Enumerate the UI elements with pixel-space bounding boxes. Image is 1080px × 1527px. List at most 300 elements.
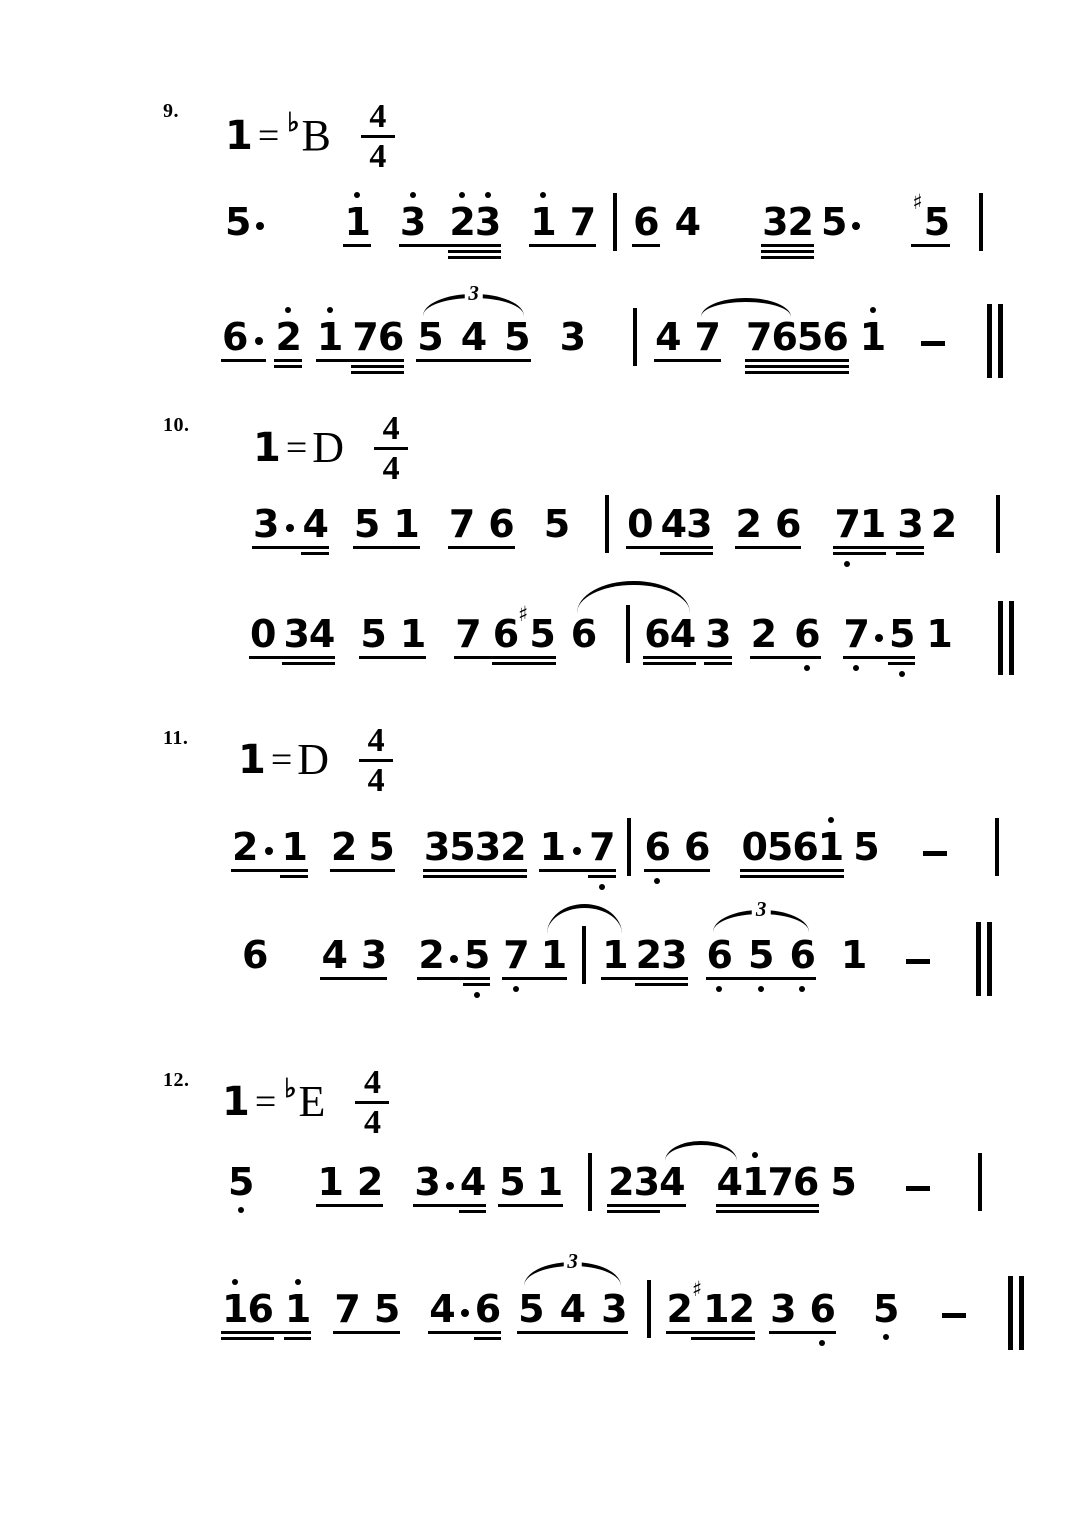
beam-spacer [379,505,393,543]
duration-underline [809,1331,836,1335]
duration-underline [766,1204,793,1208]
note [706,933,732,977]
note [771,315,797,359]
accidental-sharp: ♯ [691,1277,703,1301]
augmentation-dot [850,203,862,241]
duration-underline [503,359,530,363]
note-digit: 3 [253,502,279,546]
dash-stroke [923,851,947,856]
beam-spacer [695,615,705,653]
time-signature [361,97,395,175]
barline [633,308,637,366]
duration-underline [685,546,712,550]
note [242,933,268,977]
duration-underline [377,359,404,363]
note-digit: 4 [659,1160,685,1204]
octave-dot-below [804,665,810,671]
duration-underline [633,1204,660,1208]
note [247,1287,273,1331]
barline [647,1280,651,1338]
note-digit: 4 [674,200,701,244]
note [834,502,860,546]
duration-underline [817,875,844,879]
key-signature [225,88,395,184]
note [455,612,481,656]
duration-underline [633,1210,660,1214]
beam-spacer [544,1290,560,1328]
beam-spacer [776,615,794,653]
duration-underline [796,359,823,363]
note [559,1287,586,1331]
note [429,1287,455,1331]
note [569,200,596,244]
final-barline [976,922,992,996]
beam-spacer [796,1290,810,1328]
note [770,1287,796,1331]
duration-underline [683,869,710,873]
note-digit: 3 [897,502,923,546]
note-digit: 1 [393,502,419,546]
beam-spacer [885,505,897,543]
duration-underline [351,359,378,363]
note-digit: 1 [317,318,342,356]
time-signature [374,409,408,487]
note [559,315,586,359]
note-digit: 1 [859,502,886,546]
duration-underline [588,875,615,879]
key-equals: = [257,115,280,157]
duration-underline [399,656,426,660]
duration-underline [301,552,328,556]
note [463,933,490,977]
note-digit: 4 [660,502,687,546]
duration-underline [787,244,814,248]
note [747,933,774,977]
note [666,1287,692,1331]
duration-underline [246,1331,273,1335]
note-digit: 5 [373,1287,400,1331]
time-top: 4 [363,1063,381,1101]
time-top: 4 [369,97,387,135]
note-digit: 6 [633,200,659,244]
key-signature [253,400,408,496]
key-equals: = [285,427,308,469]
barline-stroke [998,601,1003,675]
note [633,200,659,244]
duration-underline [460,359,487,363]
sustain-dash [906,936,932,974]
duration-underline [817,869,844,873]
duration-underline [499,875,526,879]
duration-underline [308,662,335,666]
note-digit: 7 [569,200,596,244]
notation-line [222,1249,1024,1350]
duration-underline [770,365,797,369]
note [459,1160,486,1204]
note [449,825,475,869]
note [448,502,475,546]
augmentation-dot [263,828,275,866]
notation-line [222,281,1003,378]
note-digit: 2 [735,502,761,546]
note-digit: 1 [540,933,567,977]
note-digit: 7 [589,828,614,866]
dot-glyph [255,337,263,345]
note [539,825,566,869]
note [897,502,923,546]
beam-spacer [342,318,352,356]
note [360,612,386,656]
note-digit: 4 [459,1160,486,1204]
note [474,200,501,244]
note-digit: 6 [810,1290,835,1328]
note-digit: 5 [464,936,489,974]
note [393,502,419,546]
note-digit: 2 [608,1160,634,1204]
octave-dot-below [799,986,805,992]
note-digit: 3 [762,200,788,244]
dot-glyph [852,222,860,230]
note-digit: 7 [745,315,772,359]
duration-underline [424,244,450,248]
final-barline [998,601,1014,675]
duration-underline [888,662,915,666]
duration-underline [417,977,444,981]
dot-glyph [450,955,458,963]
note-digit: 5 [923,200,950,244]
barline-stroke [1009,601,1014,675]
note-digit: 2 [356,1160,383,1204]
duration-underline [750,656,777,660]
key-letter: D [297,735,330,784]
duration-underline [320,977,347,981]
duration-underline [282,656,309,660]
note-digit: 6 [377,315,404,359]
duration-underline [788,977,815,981]
note [284,1287,311,1331]
beam-spacer [653,505,661,543]
augmentation-dot [254,203,266,241]
duration-underline [459,1210,486,1214]
duration-underline [392,546,419,550]
duration-underline [793,656,820,660]
beam-spacer [347,936,361,974]
note [414,1160,440,1204]
duration-underline [607,1210,634,1214]
note-digit: 2 [787,200,813,244]
dot-glyph [573,847,581,855]
dash-stroke [906,1186,930,1191]
note [635,933,662,977]
duration-underline [474,256,501,260]
note-digit: 0 [627,502,653,546]
note [930,502,957,546]
exercise-number: 11. [163,727,189,749]
duration-underline [517,656,556,660]
duration-underline [280,875,307,879]
note-digit: 6 [644,612,670,656]
duration-underline [442,359,462,363]
beam-spacer [732,936,748,974]
note-digit: 3 [360,933,387,977]
note [399,612,426,656]
duration-underline [221,359,248,363]
note-digit: 1 [860,318,885,356]
final-barline [987,304,1003,378]
octave-dot-above [285,307,291,313]
barline [995,818,999,876]
notation-line [228,1160,982,1211]
beam-spacer [670,828,684,866]
dot-glyph [265,847,273,855]
note-digit: 5 [499,1160,525,1204]
note [661,933,687,977]
key-accidental-flat: ♭ [284,1074,297,1103]
note [608,1160,634,1204]
note-digit: 6 [683,825,710,869]
note [488,502,514,546]
note [368,825,394,869]
duration-underline [588,869,615,873]
duration-underline [246,1337,273,1341]
note [460,315,487,359]
note [356,1160,383,1204]
note [728,1287,755,1331]
duration-underline [660,546,687,550]
duration-underline [787,250,814,254]
triplet-bracket [524,1249,621,1286]
duration-underline [252,359,266,363]
note [228,1160,254,1204]
note-digit: 0 [741,825,767,869]
note [644,825,670,869]
note [317,1160,343,1204]
beam-spacer [556,203,570,241]
note-digit: 3 [559,315,586,359]
barline [978,1153,982,1211]
note [669,612,696,656]
note [691,1277,729,1331]
note-digit: 5 [853,825,879,869]
note-digit: 5 [873,1290,898,1328]
note [353,502,380,546]
duration-underline [377,371,404,375]
note-digit: 5 [368,825,394,869]
duration-underline [654,359,681,363]
duration-underline [716,1210,743,1214]
note-digit: 5 [543,502,570,546]
note [741,1160,768,1204]
note-digit: 3 [475,203,500,241]
duration-underline [540,977,567,981]
note [500,825,526,869]
slur [577,581,690,613]
note-digit: 3 [770,1287,796,1331]
note-digit: 2 [666,1287,692,1331]
note-digit: 3 [705,612,731,656]
note [745,315,772,359]
duration-underline [644,869,671,873]
note-digit: 5 [796,315,823,359]
note-digit: 1 [602,933,628,977]
note [360,933,387,977]
barline [979,193,983,251]
note-digit: 7 [448,502,475,546]
duration-underline [766,869,793,873]
duration-underline [769,1331,796,1335]
beam-spacer [360,1290,374,1328]
duration-underline [330,869,357,873]
note-digit: 6 [792,825,818,869]
note-digit: 4 [429,1287,455,1331]
dash-stroke [906,959,930,964]
note-digit: 7 [352,315,378,359]
time-top: 4 [382,409,400,447]
duration-underline [448,256,475,260]
key-letter: E [298,1077,326,1126]
note [418,933,444,977]
note-digit: 6 [771,315,797,359]
barline-stroke [987,922,992,996]
duration-underline [766,1210,793,1214]
note-digit: 6 [474,1287,501,1331]
duration-underline [316,359,343,363]
time-bottom: 4 [382,449,400,487]
barline [996,495,1000,553]
beam-spacer [773,936,789,974]
note-digit: 6 [789,936,814,974]
octave-dot-below [599,884,605,890]
beam-spacer [343,1163,357,1201]
key-accidental-flat: ♭ [287,108,300,137]
duration-underline [635,977,662,981]
note-digit: 2 [750,612,777,656]
key-signature [238,712,393,808]
augmentation-dot [459,1290,471,1328]
barline-stroke [1019,1276,1024,1350]
octave-dot-above [540,192,546,198]
note [373,1287,400,1331]
note-digit: 7 [844,615,869,653]
notation-line [253,502,1000,553]
duration-underline [691,1337,730,1341]
octave-dot-below [238,1207,244,1213]
octave-dot-above [232,1279,238,1285]
duration-underline [741,1204,768,1208]
beam-spacer [525,1163,537,1201]
duration-underline [252,546,279,550]
note [767,1160,793,1204]
note-digit: 5 [820,200,847,244]
triplet-number: 3 [464,283,483,304]
duration-underline [428,1331,455,1335]
duration-underline [796,365,823,369]
dot-glyph [286,524,294,532]
octave-dot-above [295,1279,301,1285]
duration-underline [492,662,519,666]
note-digit: 4 [460,315,487,359]
duration-underline [399,244,426,248]
duration-underline [448,250,475,254]
beam-spacer [761,505,775,543]
notation-line [225,190,983,251]
duration-underline [367,869,394,873]
octave-dot-above [459,192,465,198]
note-digit: 2 [728,1287,755,1331]
duration-underline [626,546,653,550]
note [518,1287,544,1331]
dot-glyph [461,1309,469,1317]
note [330,825,357,869]
barline-stroke [976,922,981,996]
time-bottom: 4 [363,1103,381,1141]
octave-dot-above [870,307,876,313]
exercise-number: 12. [163,1069,190,1091]
duration-underline [859,552,886,556]
duration-underline [280,869,307,873]
duration-underline [660,983,687,987]
time-top: 4 [367,721,385,759]
octave-dot-below [654,878,660,884]
note-digit: 1 [281,825,307,869]
duration-underline [775,656,795,660]
note-digit: 5 [417,315,443,359]
beam-spacer [681,318,695,356]
duration-underline [601,977,628,981]
duration-underline [833,546,860,550]
duration-underline [821,359,848,363]
note [843,612,869,656]
note [762,200,788,244]
note-digit: 6 [570,612,597,656]
duration-underline [539,869,566,873]
note-digit: 6 [707,936,732,974]
note-digit: 1 [818,828,843,866]
duration-underline [843,656,870,660]
notation-line [242,897,992,996]
duration-underline [704,656,731,660]
duration-underline [517,662,556,666]
note [683,825,710,869]
key-equals: = [270,739,293,781]
note-digit: 5 [353,502,380,546]
duration-underline [284,1331,311,1335]
exercise-number: 9. [163,100,179,122]
duration-underline [896,552,923,556]
note [540,933,567,977]
note-digit: 6 [247,1287,273,1331]
accidental-sharp: ♯ [912,190,923,214]
note-digit: 3 [661,933,687,977]
note-digit: 1 [703,1287,729,1331]
duration-underline [859,546,886,550]
duration-underline [741,1210,768,1214]
duration-underline [728,1337,755,1341]
note [543,502,570,546]
augmentation-dot [253,318,265,356]
time-bottom: 4 [367,761,385,799]
note-digit: 3 [633,1160,660,1204]
duration-underline [333,1331,360,1335]
note [352,315,378,359]
duration-underline [896,546,923,550]
note [399,200,426,244]
duration-underline [740,869,767,873]
duration-underline [740,875,767,879]
note-digit: 6 [774,502,801,546]
triplet-number: 3 [752,899,771,920]
key-equals: = [254,1081,277,1123]
